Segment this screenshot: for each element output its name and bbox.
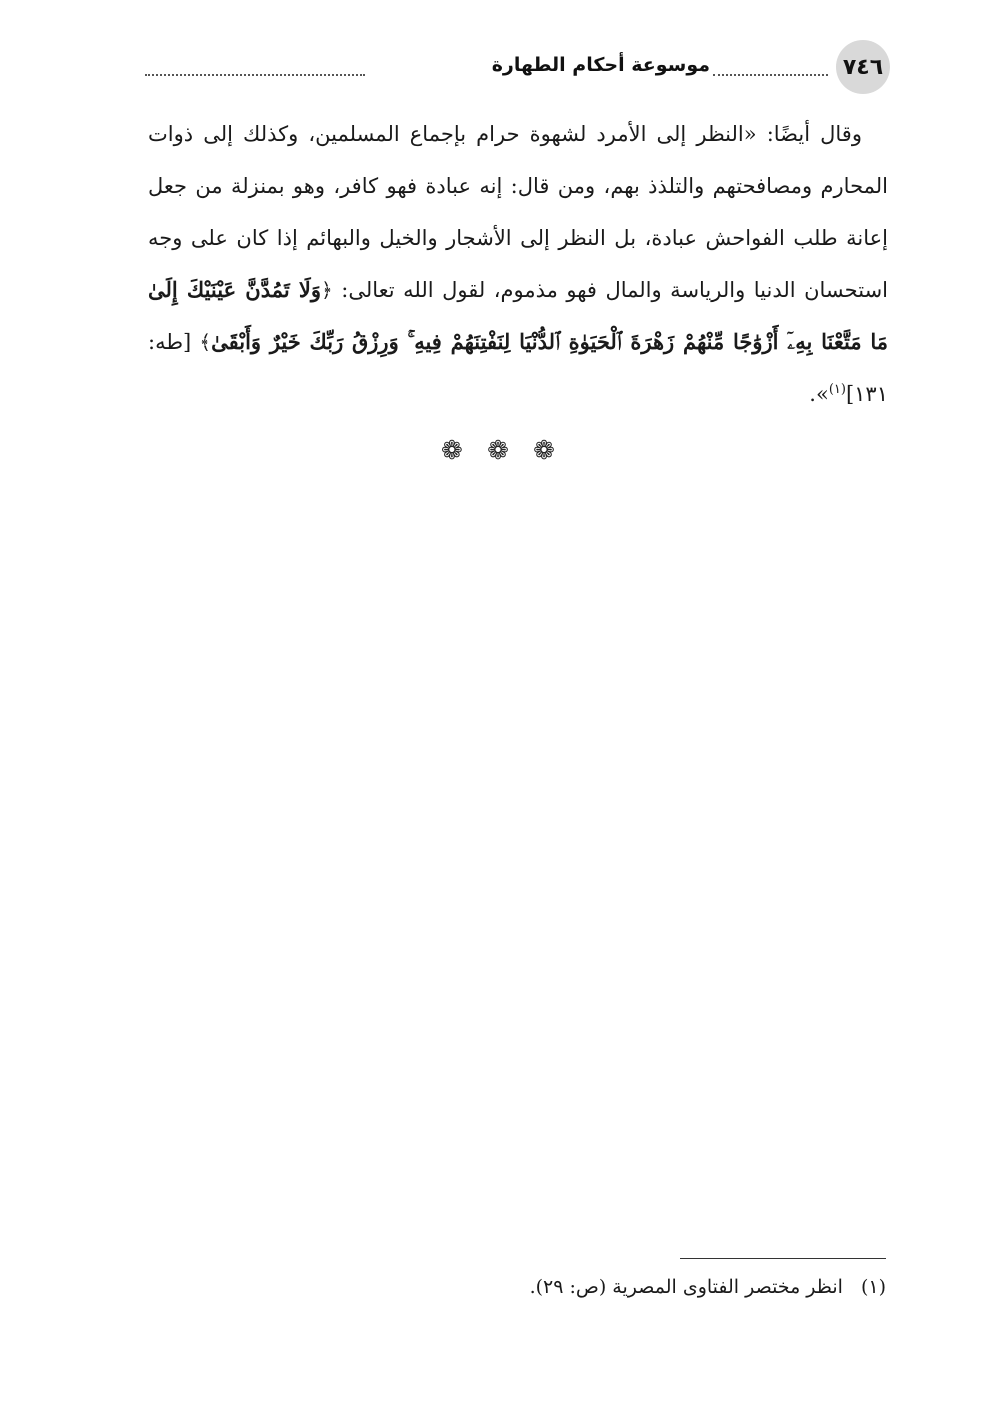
- book-title: موسوعة أحكام الطهارة: [491, 54, 710, 76]
- body-paragraph: [148, 108, 888, 420]
- footnote-number: (١): [860, 1276, 886, 1298]
- paragraph-text: وقال أيضًا: «النظر إلى الأمرد لشهوة حرام بإجماع المسلمين، وكذلك إلى ذوات المحارم ومصافحتهم والتلذذ بهم، ومن قال: إنه عبادة فهو كافر، وهو بمنزلة من جعل إعانة طلب الفواحش عبادة، بل النظر إلى الأشجار والخيل والبهائم إذا كان على وجه استحسان الدنيا والرياسة والمال فهو مذموم، لقول الله تعالى:: [148, 122, 888, 302]
- verse-citation: [طه: ١٣١]: [148, 330, 888, 406]
- closing-punctuation: ».: [809, 382, 829, 406]
- main-text: [148, 108, 888, 420]
- page-header: [145, 40, 890, 98]
- footnote-reference: (١): [828, 382, 846, 397]
- section-separator: ❁ ❁ ❁: [441, 436, 563, 466]
- footnote-text: انظر مختصر الفتاوى المصرية (ص: ٢٩).: [529, 1276, 843, 1298]
- footnote: [400, 1276, 886, 1298]
- header-dotted-line-left: [145, 74, 365, 76]
- footnote-divider: [680, 1258, 886, 1259]
- page-number: ٧٤٦: [836, 40, 890, 94]
- header-dotted-line-right: [713, 74, 828, 76]
- quran-close-bracket: ﴾: [199, 330, 212, 354]
- quran-open-bracket: ﴿: [321, 278, 333, 302]
- quran-verse: وَلَا تَمُدَّنَّ عَيْنَيْكَ إِلَىٰ مَا مَتَّعْنَا بِهِۦٓ أَزْوَٰجًا مِّنْهُمْ زَهْرَةَ ٱلْحَيَوٰةِ ٱلدُّنْيَا لِنَفْتِنَهُمْ فِيهِ ۚ وَرِزْقُ رَبِّكَ خَيْرٌ وَأَبْقَىٰ: [148, 277, 888, 354]
